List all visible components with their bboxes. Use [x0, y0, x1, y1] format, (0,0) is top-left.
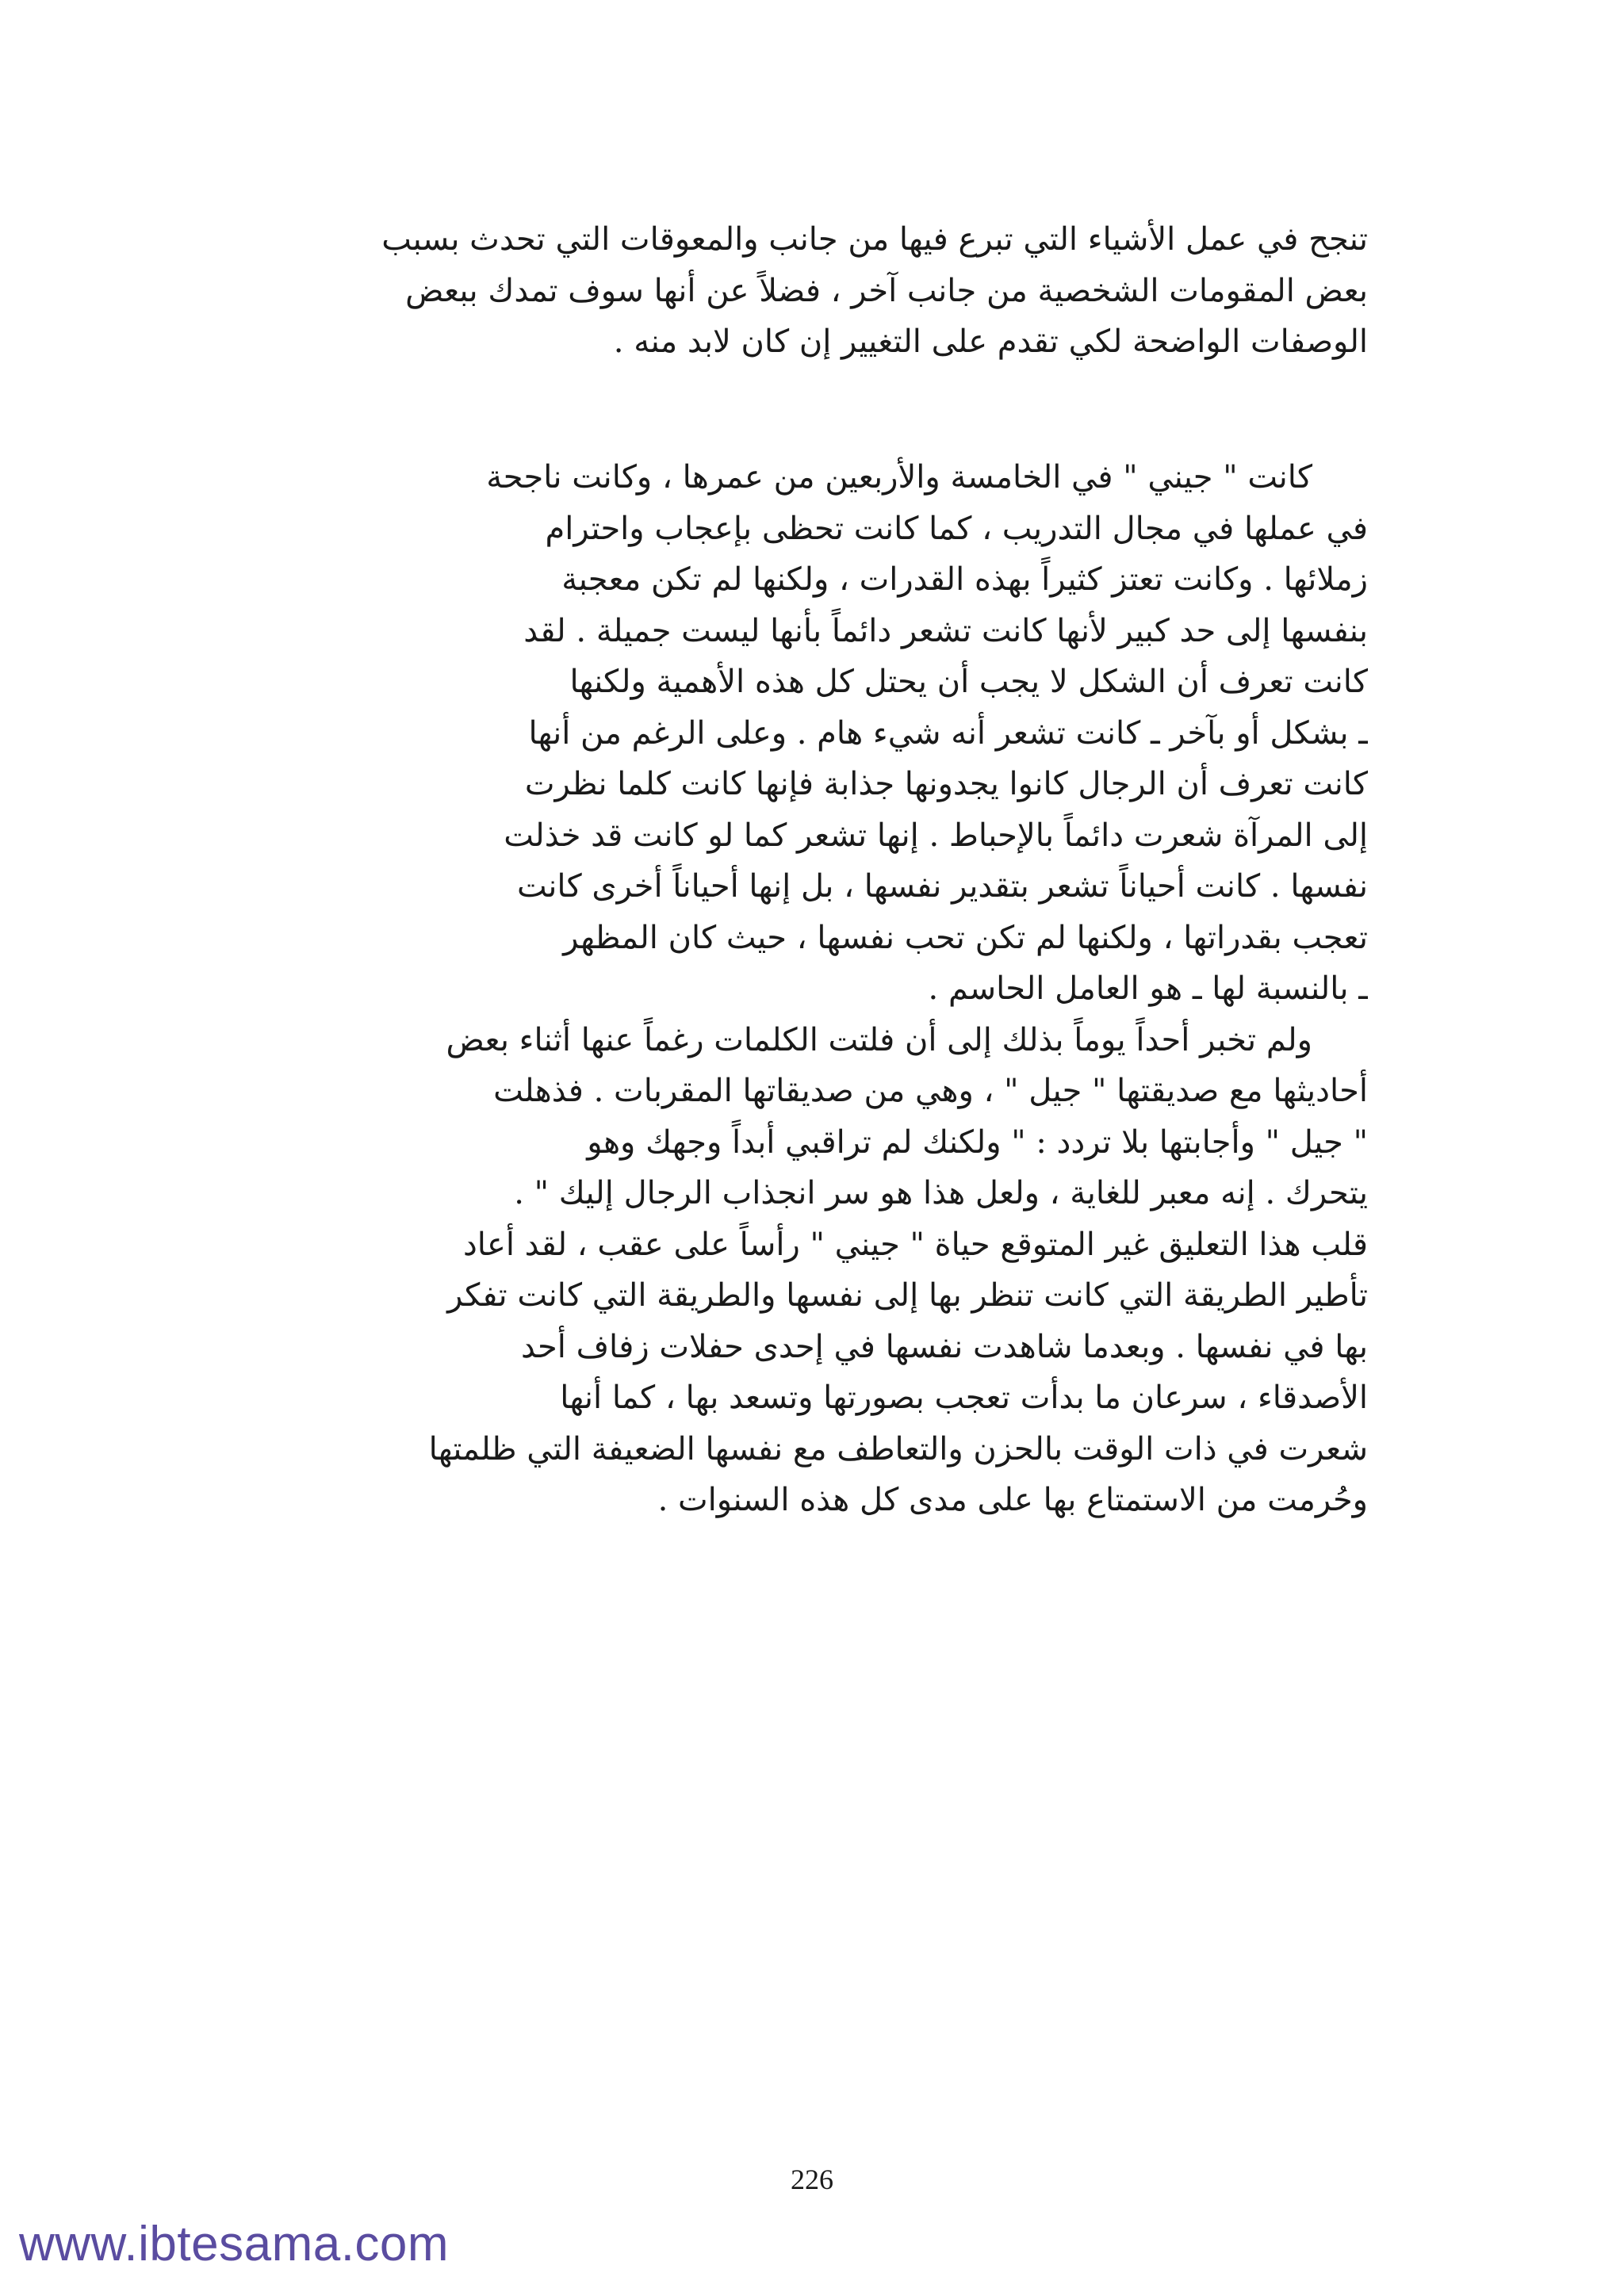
text-line: بعض المقومات الشخصية من جانب آخر ، فضلاً عن أنها سوف تمدك ببعض: [405, 272, 1368, 309]
text-line: بنفسها إلى حد كبير لأنها كانت تشعر دائماً بأنها ليست جميلة . لقد: [523, 612, 1368, 649]
text-line: ـ بالنسبة لها ـ هو العامل الحاسم .: [928, 970, 1368, 1007]
text-line: تعجب بقدراتها ، ولكنها لم تكن تحب نفسها ، حيث كان المظهر: [563, 919, 1368, 956]
intro-paragraph: [321, 214, 1368, 368]
page-number: 226: [791, 2164, 833, 2195]
text-line: في عملها في مجال التدريب ، كما كانت تحظى بإعجاب واحترام: [545, 510, 1368, 547]
text-line: إلى المرآة شعرت دائماً بالإحباط . إنها تشعر كما لو كانت قد خذلت: [504, 817, 1368, 854]
site-watermark: www.ibtesama.com: [19, 2217, 450, 2271]
text-line: زملائها . وكانت تعتز كثيراً بهذه القدرات ، ولكنها لم تكن معجبة: [561, 561, 1368, 598]
text-line: ـ بشكل أو بآخر ـ كانت تشعر أنه شيء هام . وعلى الرغم من أنها: [528, 714, 1368, 752]
story-paragraph: [321, 452, 1368, 1526]
text-line: كانت تعرف أن الرجال كانوا يجدونها جذابة فإنها كانت كلما نظرت: [524, 766, 1368, 802]
text-line: شعرت في ذات الوقت بالحزن والتعاطف مع نفسها الضعيفة التي ظلمتها: [428, 1430, 1368, 1468]
text-line: تأطير الطريقة التي كانت تنظر بها إلى نفسها والطريقة التي كانت تفكر: [447, 1277, 1368, 1314]
text-line: نفسها . كانت أحياناً تشعر بتقدير نفسها ، بل إنها أحياناً أخرى كانت: [516, 868, 1368, 905]
text-line: أحاديثها مع صديقتها " جيل " ، وهي من صديقاتها المقربات . فذهلت: [493, 1073, 1368, 1109]
text-line: كانت " جيني " في الخامسة والأربعين من عمرها ، وكانت ناجحة: [486, 459, 1312, 496]
text-line: " جيل " وأجابتها بلا تردد : " ولكنك لم تراقبي أبداً وجهك وهو: [587, 1123, 1368, 1161]
text-line: ولم تخبر أحداً يوماً بذلك إلى أن فلتت الكلمات رغماً عنها أثناء بعض: [446, 1021, 1312, 1058]
text-line: وحُرمت من الاستمتاع بها على مدى كل هذه السنوات .: [657, 1482, 1368, 1518]
text-line: تنجح في عمل الأشياء التي تبرع فيها من جانب والمعوقات التي تحدث بسبب: [381, 221, 1368, 258]
text-line: بها في نفسها . وبعدما شاهدت نفسها في إحدى حفلات زفاف أحد: [521, 1328, 1368, 1365]
text-line: الوصفات الواضحة لكي تقدم على التغيير إن كان لابد منه .: [613, 323, 1368, 360]
text-line: قلب هذا التعليق غير المتوقع حياة " جيني " رأساً على عقب ، لقد أعاد: [462, 1226, 1368, 1263]
text-line: الأصدقاء ، سرعان ما بدأت تعجب بصورتها وتسعد بها ، كما أنها: [560, 1380, 1368, 1416]
text-line: يتحرك . إنه معبر للغاية ، ولعل هذا هو سر انجذاب الرجال إليك " .: [514, 1175, 1368, 1211]
text-line: كانت تعرف أن الشكل لا يجب أن يحتل كل هذه الأهمية ولكنها: [569, 664, 1368, 700]
